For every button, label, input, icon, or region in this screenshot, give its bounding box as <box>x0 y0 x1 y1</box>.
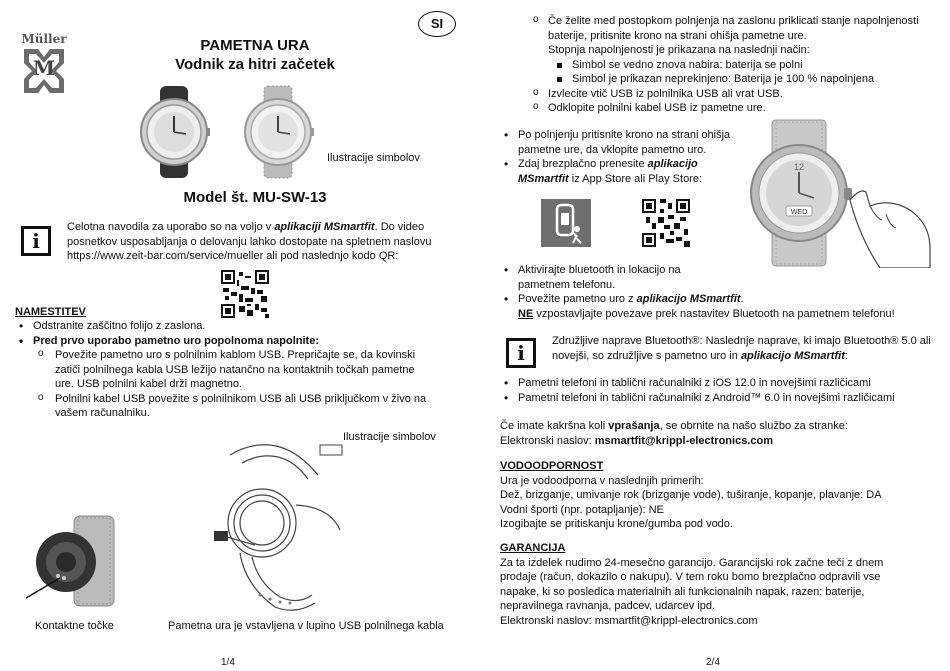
contact-text-end: , se obrnite na našo službo za stranke: <box>659 420 848 432</box>
connect-warning-no: NE <box>518 307 534 320</box>
watches-caption: Ilustracije simbolov <box>327 152 420 164</box>
contact-bold: vprašanja <box>608 420 660 432</box>
page-subtitle: Vodnik za hitri začetek <box>175 56 335 73</box>
watch-power-on-illustration <box>740 118 935 268</box>
list-item: o Če želite med postopkom polnjenja na zaslonu priklicati stanje napolnjenosti baterije, pritisnite krono na strani ohišja pametne ure. <box>510 14 940 43</box>
list-item: • Odstranite zaščitno folijo z zaslona. <box>15 319 435 334</box>
cradle-caption: Pametna ura je vstavljena v lupino USB polnilnega kabla <box>168 620 444 632</box>
language-badge <box>418 11 456 37</box>
connect-app-name: aplikacijo MSmartfit <box>636 293 741 305</box>
connect-text-end: . <box>740 293 744 305</box>
app-steps-top <box>500 128 740 186</box>
contact-text <box>500 419 940 434</box>
watch-date-label: WED <box>790 209 808 216</box>
contact-points-caption: Kontaktne točke <box>35 620 114 632</box>
brand-name: Müller <box>21 32 67 46</box>
warranty-email: Elektronski naslov: msmartfit@krippl-electronics.com <box>500 614 758 627</box>
intro-app-name: aplikaciji MSmartfit <box>274 221 375 233</box>
intro-text-end: . Do video posnetkov usposabljanja o delovanju lahko dostopate na spletnem naslovu https://www.zeit-bar.com/service/mueller ali pod naslednjo kodo QR: <box>67 221 432 262</box>
intro-text-start: Celotna navodila za uporabo so na voljo v <box>67 221 275 233</box>
list-item: o Polnilni kabel USB povežite s polnilnikom USB ali USB priključkom v živo na vašem računalniku. <box>15 392 435 421</box>
setup-heading: NAMESTITEV <box>15 306 86 318</box>
list-item: • Pametni telefoni in tablični računalniki z iOS 12.0 in novejšimi različicami <box>500 376 940 391</box>
list-item: • Pred prvo uporabo pametno uro popolnoma napolnite: <box>15 334 435 349</box>
water-line: Dež, brizganje, umivanje rok (brizganje vode), tuširanje, kopanje, plavanje: DA <box>500 489 882 501</box>
contact-text-start: Če imate kakršna koli <box>500 420 609 432</box>
water-line: Ura je vodoodporna v naslednjih primerih: <box>500 474 704 487</box>
app-steps-bottom <box>500 263 940 321</box>
contact-email-line <box>500 434 940 449</box>
list-item: • Po polnjenju pritisnite krono na strani ohišja pametne ure, da vklopite pametno uro. <box>500 128 740 157</box>
page-number-right: 2/4 <box>706 657 720 668</box>
list-item: Simbol se vedno znova nabira: baterija se polni <box>510 58 940 73</box>
compat-text-start: Združljive naprave Bluetooth®: Naslednje naprave, ki imajo Bluetooth® 5.0 ali novejši, so združljive s pametno uro in <box>552 335 931 362</box>
compat-text <box>552 334 932 363</box>
brand-logo <box>18 33 70 95</box>
water-line: Izogibajte se pritiskanju krone/gumba pod vodo. <box>500 518 733 530</box>
list-item: • Aktivirajte bluetooth in lokacijo na pametnem telefonu. <box>500 263 718 292</box>
charger-caption: Ilustracije simbolov <box>343 431 436 443</box>
water-line: Vodni športi (npr. potapljanje): NE <box>500 503 664 516</box>
qr-code-icon <box>221 270 269 318</box>
fitness-app-icon <box>541 199 591 247</box>
setup-list <box>15 319 435 421</box>
list-item: Stopnja napolnjenosti je prikazana na naslednji način: <box>548 44 810 56</box>
charging-cradle-illustration <box>200 435 350 615</box>
charge-list <box>510 14 940 116</box>
download-text: Zdaj brezplačno prenesite <box>518 158 648 170</box>
list-item: o Izvlecite vtič USB iz polnilnika USB ali vrat USB. <box>510 87 940 102</box>
compat-text-end: : <box>844 349 848 362</box>
warranty-section <box>500 541 918 628</box>
download-text-end: iz App Store ali Play Store: <box>568 172 703 185</box>
download-app-name: aplikacijo MSmartfit <box>518 158 698 185</box>
email-label: Elektronski naslov: <box>500 434 595 447</box>
list-item <box>500 157 740 186</box>
list-item <box>500 292 940 321</box>
list-item: • Pametni telefoni in tablični računalniki z Android™ 6.0 in novejšimi različicami <box>500 391 940 406</box>
compat-list <box>500 376 940 405</box>
intro-text <box>67 220 437 264</box>
water-heading: VODOODPORNOST <box>500 460 604 472</box>
language-badge-label: SI <box>430 15 444 31</box>
brand-letter: M <box>32 56 56 80</box>
svg-text:12: 12 <box>793 162 805 172</box>
email-address: msmartfit@krippl-electronics.com <box>594 434 773 447</box>
list-item: Simbol je prikazan neprekinjeno: Baterija je 100 % napolnjena <box>510 72 940 87</box>
watches-illustration <box>128 84 328 180</box>
contact-points-illustration <box>22 512 122 612</box>
connect-text: Povežite pametno uro z <box>518 293 637 305</box>
warranty-text: Za ta izdelek nudimo 24-mesečno garancijo. Garancijski rok začne teči z dnem prodaje (račun, dokazilo o nakupu). V tem roku bomo brezplačno odpravili vse napake, ki so posledica materialnih ali funkcionalnih napak, razen: baterije, nepravilnega ravnanja, padcev, udarcev ipd. <box>500 556 884 612</box>
app-qr-code-icon <box>642 199 690 247</box>
info-icon: i <box>21 226 51 256</box>
compat-app-name: aplikacijo MSmartfit <box>740 349 845 362</box>
compat-info-icon: i <box>506 338 536 368</box>
page-title: PAMETNA URA <box>200 37 310 54</box>
list-item: o Odklopite polnilni kabel USB iz pametne ure. <box>510 101 940 116</box>
model-number: Model št. MU-SW-13 <box>183 189 327 206</box>
warranty-heading: GARANCIJA <box>500 542 566 554</box>
list-item: o Povežite pametno uro s polnilnim kablom USB. Prepričajte se, da kovinski zatiči polnilnega kabla USB ležijo natančno na kontaktnih točkah pametne ure. USB polnilni kabel drži magnetno. <box>15 348 435 392</box>
connect-warning: vzpostavljajte povezave prek nastavitev Bluetooth na pametnem telefonu! <box>533 307 895 320</box>
page-number-left: 1/4 <box>221 657 235 668</box>
contact-section <box>500 419 940 448</box>
water-section <box>500 459 940 532</box>
